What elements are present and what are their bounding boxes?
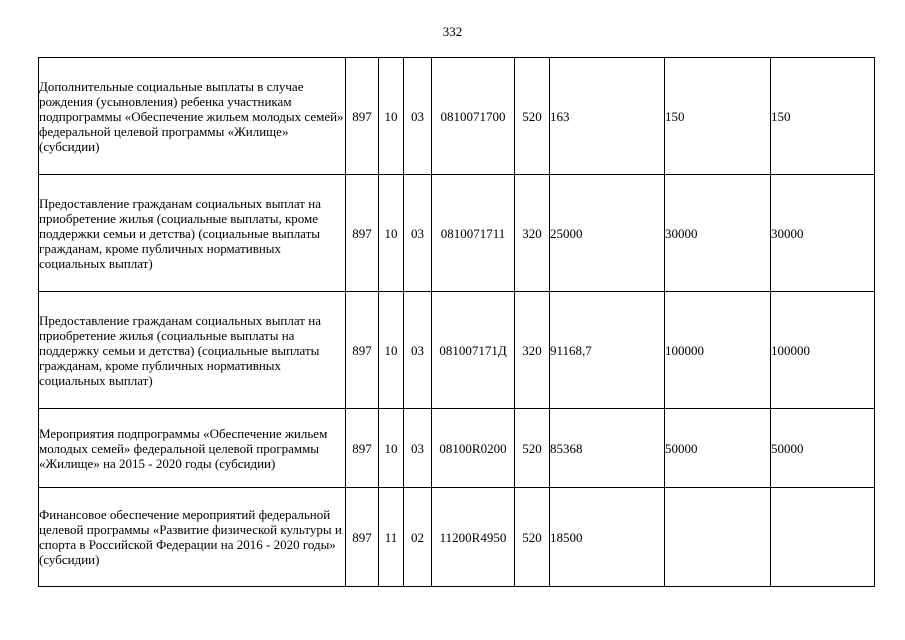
target-article-code: 08100R0200 bbox=[432, 409, 515, 488]
amount-year-2: 100000 bbox=[665, 292, 771, 409]
section-code: 10 bbox=[379, 292, 404, 409]
subsection-code: 03 bbox=[404, 175, 432, 292]
expense-type-code: 520 bbox=[515, 488, 550, 587]
expense-type-code: 320 bbox=[515, 175, 550, 292]
table-row bbox=[39, 409, 875, 488]
ministry-code: 897 bbox=[346, 292, 379, 409]
page-number: 332 bbox=[442, 24, 463, 39]
expense-type-code: 520 bbox=[515, 58, 550, 175]
expense-type-code: 520 bbox=[515, 409, 550, 488]
row-description: Дополнительные социальные выплаты в случае рождения (усыновления) ребенка участникам подпрограммы «Обеспечение жильем молодых семей» федеральной целевой программы «Жилище» (субсидии) bbox=[39, 58, 346, 175]
ministry-code: 897 bbox=[346, 409, 379, 488]
amount-year-3 bbox=[771, 488, 875, 587]
section-code: 10 bbox=[379, 58, 404, 175]
amount-year-1: 85368 bbox=[550, 409, 665, 488]
section-code: 10 bbox=[379, 409, 404, 488]
amount-year-3: 150 bbox=[771, 58, 875, 175]
row-description: Мероприятия подпрограммы «Обеспечение жильем молодых семей» федеральной целевой программы «Жилище» на 2015 - 2020 годы (субсидии) bbox=[39, 409, 346, 488]
amount-year-2: 30000 bbox=[665, 175, 771, 292]
table-row bbox=[39, 488, 875, 587]
subsection-code: 03 bbox=[404, 292, 432, 409]
amount-year-2 bbox=[665, 488, 771, 587]
subsection-code: 03 bbox=[404, 409, 432, 488]
ministry-code: 897 bbox=[346, 58, 379, 175]
row-description: Предоставление гражданам социальных выплат на приобретение жилья (социальные выплаты на поддержку семьи и детства) (социальные выплаты гражданам, кроме публичных нормативных социальных выплат) bbox=[39, 292, 346, 409]
target-article-code: 0810071711 bbox=[432, 175, 515, 292]
row-description: Предоставление гражданам социальных выплат на приобретение жилья (социальные выплаты, кроме поддержки семьи и детства) (социальные выплаты гражданам, кроме публичных нормативных социальных выплат) bbox=[39, 175, 346, 292]
amount-year-1: 18500 bbox=[550, 488, 665, 587]
expense-type-code: 320 bbox=[515, 292, 550, 409]
amount-year-3: 100000 bbox=[771, 292, 875, 409]
ministry-code: 897 bbox=[346, 175, 379, 292]
ministry-code: 897 bbox=[346, 488, 379, 587]
amount-year-1: 91168,7 bbox=[550, 292, 665, 409]
table-row bbox=[39, 175, 875, 292]
amount-year-1: 163 bbox=[550, 58, 665, 175]
target-article-code: 11200R4950 bbox=[432, 488, 515, 587]
table-row bbox=[39, 58, 875, 175]
amount-year-2: 50000 bbox=[665, 409, 771, 488]
row-description: Финансовое обеспечение мероприятий федеральной целевой программы «Развитие физической культуры и спорта в Российской Федерации на 2016 - 2020 годы» (субсидии) bbox=[39, 488, 346, 587]
target-article-code: 0810071700 bbox=[432, 58, 515, 175]
subsection-code: 02 bbox=[404, 488, 432, 587]
subsection-code: 03 bbox=[404, 58, 432, 175]
amount-year-2: 150 bbox=[665, 58, 771, 175]
section-code: 11 bbox=[379, 488, 404, 587]
budget-table bbox=[38, 57, 875, 587]
amount-year-3: 50000 bbox=[771, 409, 875, 488]
table-row bbox=[39, 292, 875, 409]
amount-year-1: 25000 bbox=[550, 175, 665, 292]
section-code: 10 bbox=[379, 175, 404, 292]
target-article-code: 081007171Д bbox=[432, 292, 515, 409]
amount-year-3: 30000 bbox=[771, 175, 875, 292]
